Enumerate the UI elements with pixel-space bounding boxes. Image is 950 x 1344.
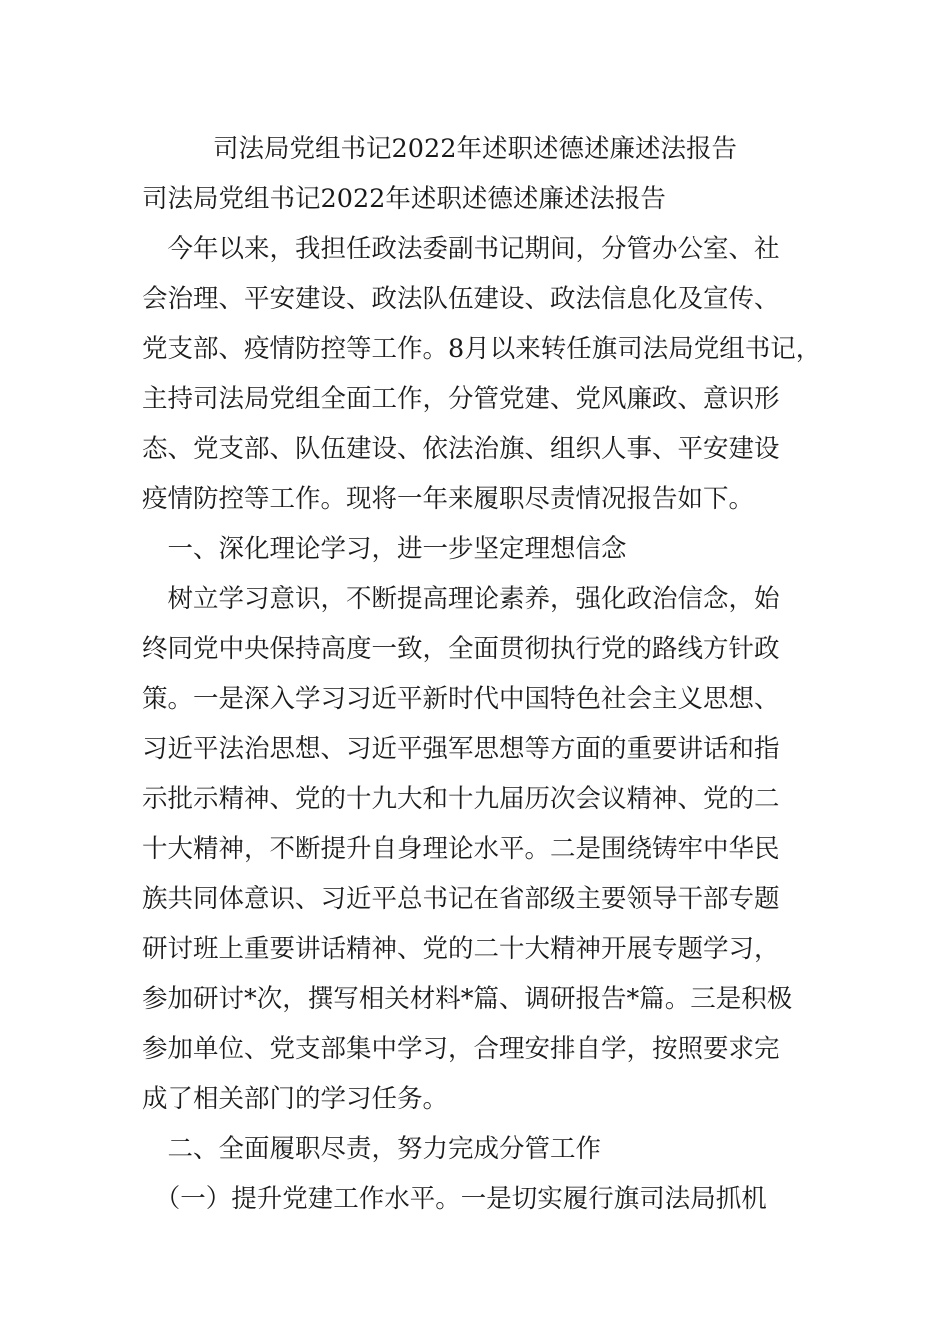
body-line: 族共同体意识、习近平总书记在省部级主要领导干部专题 — [142, 884, 780, 914]
body-line: 参加单位、党支部集中学习，合理安排自学，按照要求完 — [142, 1034, 780, 1064]
body-line: 策。一是深入学习习近平新时代中国特色社会主义思想、 — [142, 684, 780, 714]
body-line: 疫情防控等工作。现将一年来履职尽责情况报告如下。 — [142, 484, 755, 514]
document-title: 司法局党组书记2022年述职述德述廉述法报告 — [213, 134, 737, 164]
section-heading: 一、深化理论学习，进一步坚定理想信念 — [142, 534, 627, 564]
section-heading: 二、全面履职尽责，努力完成分管工作 — [142, 1134, 602, 1164]
body-line: 态、党支部、队伍建设、依法治旗、组织人事、平安建设 — [142, 434, 780, 464]
body-line: 成了相关部门的学习任务。 — [142, 1084, 449, 1114]
body-line: 习近平法治思想、习近平强军思想等方面的重要讲话和指 — [142, 734, 780, 764]
body-line: 会治理、平安建设、政法队伍建设、政法信息化及宣传、 — [142, 284, 780, 314]
document-subtitle: 司法局党组书记2022年述职述德述廉述法报告 — [142, 184, 666, 214]
body-line: 党支部、疫情防控等工作。8月以来转任旗司法局党组书记， — [142, 334, 822, 364]
body-line: 主持司法局党组全面工作，分管党建、党风廉政、意识形 — [142, 384, 780, 414]
body-line: 今年以来，我担任政法委副书记期间，分管办公室、社 — [142, 234, 780, 264]
body-line: 参加研讨*次，撰写相关材料*篇、调研报告*篇。三是积极 — [142, 984, 793, 1014]
subsection-line: （一）提升党建工作水平。一是切实履行旗司法局抓机 — [142, 1184, 767, 1214]
body-line: 终同党中央保持高度一致，全面贯彻执行党的路线方针政 — [142, 634, 780, 664]
body-line: 十大精神，不断提升自身理论水平。二是围绕铸牢中华民 — [142, 834, 780, 864]
body-line: 研讨班上重要讲话精神、党的二十大精神开展专题学习， — [142, 934, 780, 964]
body-line: 树立学习意识，不断提高理论素养，强化政治信念，始 — [142, 584, 780, 614]
body-line: 示批示精神、党的十九大和十九届历次会议精神、党的二 — [142, 784, 780, 814]
